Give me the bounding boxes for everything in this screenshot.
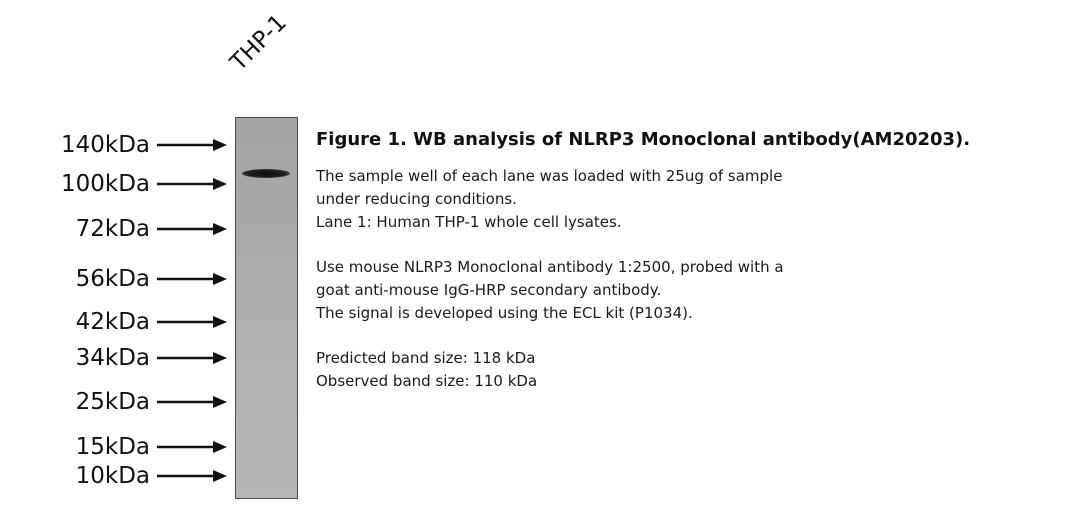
caption-line: The sample well of each lane was loaded with 25ug of sample [316, 167, 783, 185]
figure-caption [316, 128, 1076, 415]
marker-label: 100kDa [60, 171, 150, 197]
marker-arrow-icon [157, 395, 227, 409]
caption-line: Lane 1: Human THP-1 whole cell lysates. [316, 213, 622, 231]
caption-paragraph [316, 256, 1076, 325]
blot-membrane [235, 117, 298, 499]
marker-arrow-icon [157, 469, 227, 483]
marker-arrow-icon [157, 315, 227, 329]
marker-arrow-icon [157, 272, 227, 286]
caption-line: The signal is developed using the ECL kit (P1034). [316, 304, 693, 322]
marker-arrow-icon [157, 138, 227, 152]
marker-arrow-icon [157, 222, 227, 236]
marker-label: 56kDa [75, 266, 150, 292]
marker-label: 42kDa [75, 309, 150, 335]
marker-label: 25kDa [75, 389, 150, 415]
protein-band [242, 169, 290, 178]
marker-arrow-icon [157, 351, 227, 365]
caption-line: Predicted band size: 118 kDa [316, 349, 536, 367]
lane-label: THP-1 [225, 9, 292, 76]
marker-arrow-icon [157, 177, 227, 191]
caption-line: goat anti-mouse IgG-HRP secondary antibody. [316, 281, 662, 299]
caption-line: under reducing conditions. [316, 190, 517, 208]
marker-label: 10kDa [75, 463, 150, 489]
marker-arrow-icon [157, 440, 227, 454]
marker-label: 140kDa [60, 132, 150, 158]
caption-line: Observed band size: 110 kDa [316, 372, 538, 390]
marker-label: 34kDa [75, 345, 150, 371]
caption-line: Use mouse NLRP3 Monoclonal antibody 1:2500, probed with a [316, 258, 784, 276]
marker-label: 72kDa [75, 216, 150, 242]
caption-paragraph [316, 347, 1076, 393]
caption-paragraph [316, 165, 1076, 234]
marker-label: 15kDa [75, 434, 150, 460]
figure-title: Figure 1. WB analysis of NLRP3 Monoclonal antibody(AM20203). [316, 129, 971, 150]
